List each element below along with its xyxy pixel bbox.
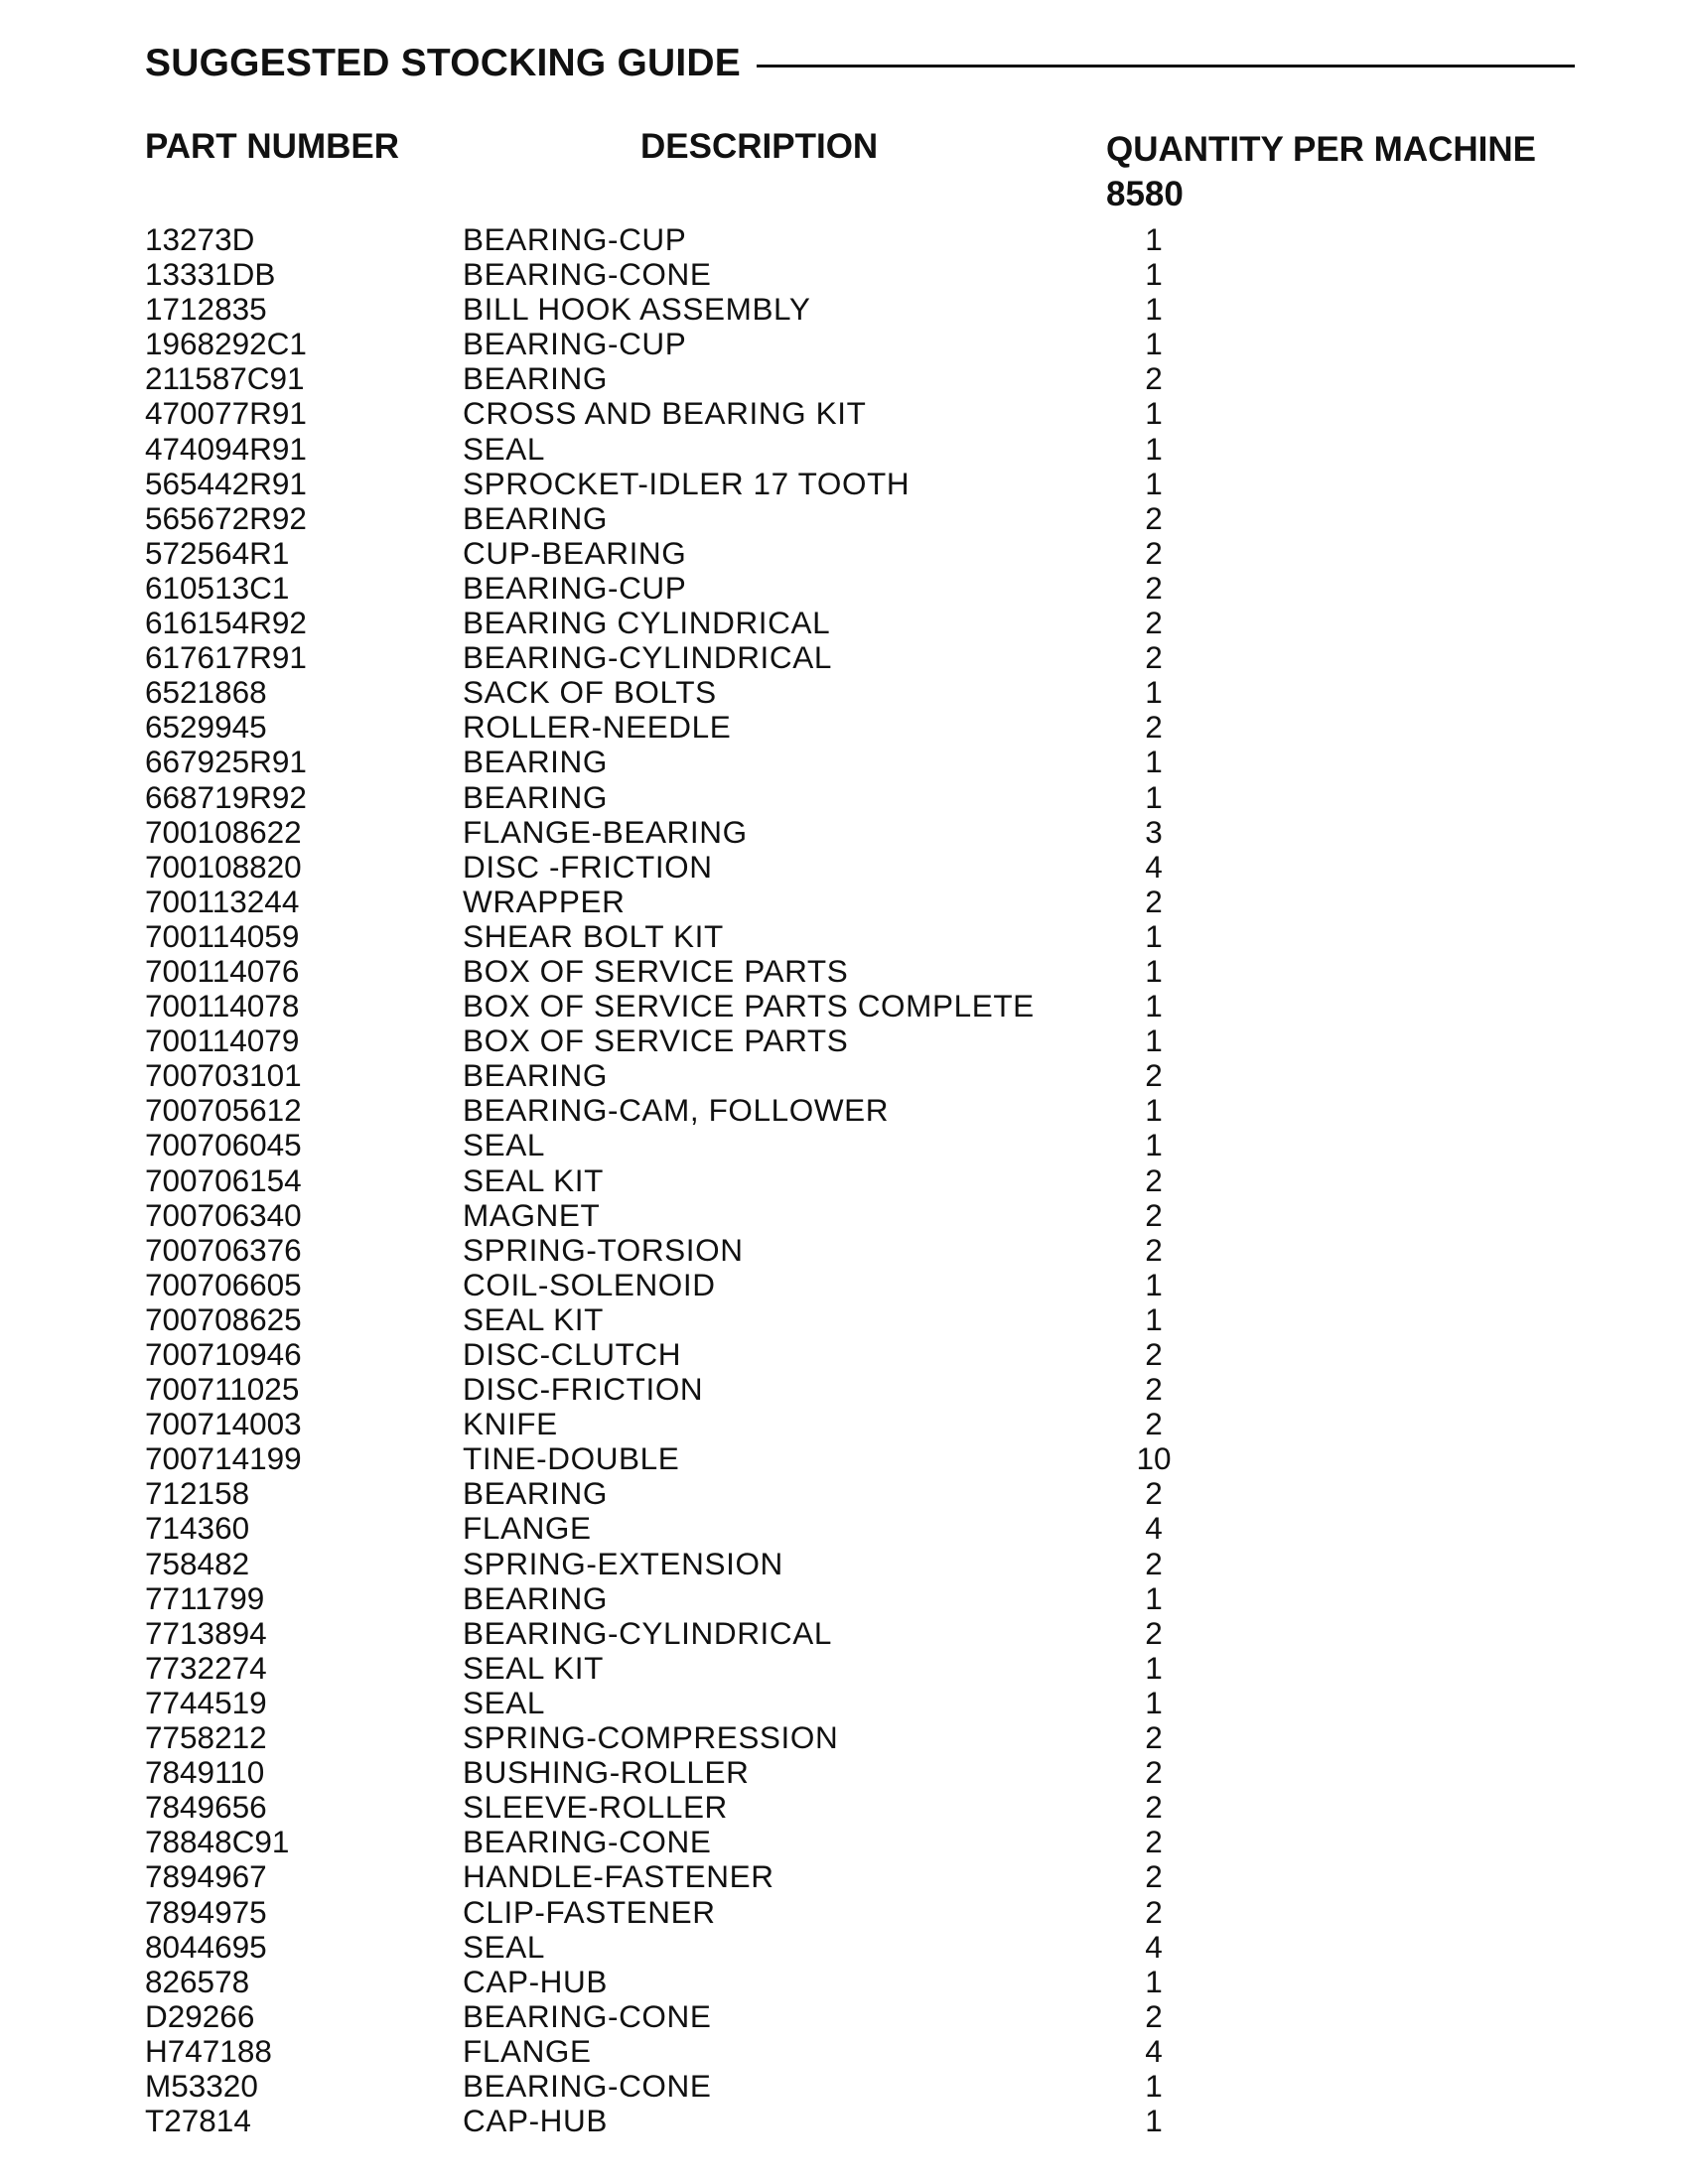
table-row	[0, 954, 1684, 989]
table-row	[0, 571, 1684, 606]
part-number-cell: 616154R92	[145, 605, 307, 641]
quantity-cell: 2	[1145, 1231, 1163, 1268]
part-number-cell: 13273D	[145, 221, 255, 257]
description-cell: CUP-BEARING	[463, 534, 687, 571]
description-cell: SEAL	[463, 1684, 545, 1720]
quantity-cell: 1	[1145, 2067, 1163, 2104]
part-number-cell: 470077R91	[145, 395, 307, 432]
table-row	[0, 1965, 1684, 1999]
part-number-cell: 668719R92	[145, 778, 307, 815]
part-number-cell: 700705612	[145, 1092, 302, 1129]
description-cell: CAP-HUB	[463, 2103, 608, 2139]
part-number-cell: 758482	[145, 1545, 250, 1581]
parts-table	[0, 222, 1684, 2138]
part-number-cell: 700714199	[145, 1440, 302, 1477]
quantity-cell: 1	[1145, 1023, 1163, 1059]
table-row	[0, 2104, 1684, 2138]
description-cell: BEARING-CONE	[463, 1997, 712, 2034]
description-cell: SEAL KIT	[463, 1161, 604, 1198]
column-header-model: 8580	[1106, 175, 1184, 213]
table-row	[0, 432, 1684, 467]
part-number-cell: 714360	[145, 1510, 250, 1547]
part-number-cell: H747188	[145, 2032, 272, 2069]
table-row	[0, 1895, 1684, 1930]
part-number-cell: 700706340	[145, 1196, 302, 1233]
description-cell: SEAL	[463, 1928, 545, 1965]
column-header-quantity: QUANTITY PER MACHINE	[1106, 130, 1536, 169]
part-number-cell: 700714003	[145, 1406, 302, 1442]
part-number-cell: 565442R91	[145, 465, 307, 501]
description-cell: ROLLER-NEEDLE	[463, 709, 732, 746]
part-number-cell: 700711025	[145, 1371, 300, 1408]
part-number-cell: M53320	[145, 2067, 258, 2104]
quantity-cell: 1	[1145, 395, 1163, 432]
description-cell: DISC-FRICTION	[463, 1371, 704, 1408]
table-row	[0, 745, 1684, 779]
quantity-cell: 4	[1145, 1928, 1163, 1965]
quantity-cell: 1	[1145, 1579, 1163, 1616]
description-cell: SPROCKET-IDLER 17 TOOTH	[463, 465, 911, 501]
part-number-cell: 13331DB	[145, 256, 276, 293]
table-row	[0, 919, 1684, 954]
quantity-cell: 2	[1145, 1371, 1163, 1408]
quantity-cell: 2	[1145, 1997, 1163, 2034]
quantity-cell: 1	[1145, 326, 1163, 362]
table-row	[0, 1825, 1684, 1859]
table-row	[0, 1755, 1684, 1790]
part-number-cell: 572564R1	[145, 534, 290, 571]
table-row	[0, 1547, 1684, 1581]
description-cell: SEAL KIT	[463, 1300, 604, 1337]
table-row	[0, 1651, 1684, 1686]
part-number-cell: 700114078	[145, 988, 300, 1024]
description-cell: SLEEVE-ROLLER	[463, 1789, 728, 1826]
description-cell: BEARING	[463, 1057, 608, 1094]
part-number-cell: 826578	[145, 1963, 250, 1999]
part-number-cell: 78848C91	[145, 1824, 290, 1860]
description-cell: BEARING-CAM, FOLLOWER	[463, 1092, 890, 1129]
quantity-cell: 1	[1145, 1092, 1163, 1129]
description-cell: FLANGE	[463, 2032, 592, 2069]
quantity-cell: 2	[1145, 1824, 1163, 1860]
quantity-cell: 2	[1145, 1475, 1163, 1512]
part-number-cell: 211587C91	[145, 360, 305, 397]
quantity-cell: 2	[1145, 1406, 1163, 1442]
part-number-cell: 7849656	[145, 1789, 267, 1826]
table-row	[0, 1198, 1684, 1233]
description-cell: DISC-CLUTCH	[463, 1336, 682, 1372]
description-cell: SACK OF BOLTS	[463, 674, 717, 711]
table-row	[0, 815, 1684, 850]
table-row	[0, 1476, 1684, 1511]
quantity-cell: 2	[1145, 883, 1163, 919]
description-cell: BEARING-CUP	[463, 326, 687, 362]
part-number-cell: 700703101	[145, 1057, 302, 1094]
quantity-cell: 1	[1145, 988, 1163, 1024]
quantity-cell: 2	[1145, 1196, 1163, 1233]
table-row	[0, 1337, 1684, 1372]
description-cell: HANDLE-FASTENER	[463, 1858, 774, 1895]
table-row	[0, 327, 1684, 361]
table-row	[0, 1790, 1684, 1825]
part-number-cell: 6521868	[145, 674, 267, 711]
quantity-cell: 2	[1145, 1789, 1163, 1826]
table-row	[0, 536, 1684, 571]
quantity-cell: 4	[1145, 848, 1163, 885]
description-cell: BILL HOOK ASSEMBLY	[463, 291, 811, 328]
part-number-cell: 700706605	[145, 1266, 302, 1302]
quantity-cell: 2	[1145, 1614, 1163, 1651]
description-cell: MAGNET	[463, 1196, 601, 1233]
part-number-cell: D29266	[145, 1997, 255, 2034]
part-number-cell: 700706154	[145, 1161, 302, 1198]
part-number-cell: 712158	[145, 1475, 250, 1512]
description-cell: SPRING-COMPRESSION	[463, 1719, 839, 1756]
part-number-cell: 6529945	[145, 709, 267, 746]
part-number-cell: 565672R92	[145, 499, 307, 536]
quantity-cell: 2	[1145, 360, 1163, 397]
quantity-cell: 4	[1145, 2032, 1163, 2069]
column-header-description: DESCRIPTION	[640, 127, 879, 166]
table-row	[0, 1233, 1684, 1268]
quantity-cell: 10	[1136, 1440, 1172, 1477]
quantity-cell: 4	[1145, 1510, 1163, 1547]
description-cell: BEARING	[463, 778, 608, 815]
part-number-cell: 610513C1	[145, 569, 290, 606]
table-row	[0, 1407, 1684, 1441]
table-row	[0, 1024, 1684, 1058]
description-cell: BOX OF SERVICE PARTS COMPLETE	[463, 988, 1035, 1024]
table-row	[0, 1441, 1684, 1476]
part-number-cell: 700706376	[145, 1231, 302, 1268]
description-cell: KNIFE	[463, 1406, 558, 1442]
part-number-cell: 7849110	[145, 1754, 265, 1791]
quantity-cell: 1	[1145, 465, 1163, 501]
part-number-cell: 700113244	[145, 883, 300, 919]
description-cell: CAP-HUB	[463, 1963, 608, 1999]
description-cell: SPRING-EXTENSION	[463, 1545, 783, 1581]
description-cell: FLANGE	[463, 1510, 592, 1547]
quantity-cell: 1	[1145, 1127, 1163, 1163]
description-cell: TINE-DOUBLE	[463, 1440, 680, 1477]
description-cell: BEARING-CYLINDRICAL	[463, 639, 832, 676]
table-row	[0, 675, 1684, 710]
part-number-cell: 7744519	[145, 1684, 267, 1720]
table-row	[0, 1930, 1684, 1965]
quantity-cell: 2	[1145, 1161, 1163, 1198]
part-number-cell: 1712835	[145, 291, 267, 328]
table-row	[0, 1093, 1684, 1128]
quantity-cell: 1	[1145, 1684, 1163, 1720]
table-row	[0, 396, 1684, 431]
quantity-cell: 1	[1145, 674, 1163, 711]
description-cell: BEARING-CUP	[463, 569, 687, 606]
part-number-cell: 7894975	[145, 1893, 267, 1930]
table-row	[0, 1686, 1684, 1720]
quantity-cell: 2	[1145, 534, 1163, 571]
table-row	[0, 640, 1684, 675]
quantity-cell: 1	[1145, 917, 1163, 954]
description-cell: BEARING-CONE	[463, 1824, 712, 1860]
quantity-cell: 2	[1145, 605, 1163, 641]
table-row	[0, 1058, 1684, 1093]
description-cell: BEARING	[463, 360, 608, 397]
table-row	[0, 2069, 1684, 2104]
table-row	[0, 1511, 1684, 1546]
part-number-cell: 7711799	[145, 1579, 265, 1616]
table-row	[0, 1581, 1684, 1616]
description-cell: BEARING-CUP	[463, 221, 687, 257]
part-number-cell: 1968292C1	[145, 326, 307, 362]
part-number-cell: 700114076	[145, 952, 300, 989]
table-row	[0, 1268, 1684, 1302]
title-rule	[757, 65, 1575, 68]
part-number-cell: 8044695	[145, 1928, 267, 1965]
table-row	[0, 257, 1684, 292]
description-cell: SEAL	[463, 1127, 545, 1163]
part-number-cell: 7894967	[145, 1858, 267, 1895]
table-row	[0, 1128, 1684, 1162]
quantity-cell: 1	[1145, 430, 1163, 467]
description-cell: BEARING	[463, 744, 608, 780]
description-cell: SEAL	[463, 430, 545, 467]
table-row	[0, 1999, 1684, 2034]
quantity-cell: 1	[1145, 291, 1163, 328]
quantity-cell: 1	[1145, 952, 1163, 989]
table-row	[0, 1859, 1684, 1894]
quantity-cell: 1	[1145, 1963, 1163, 1999]
table-row	[0, 1616, 1684, 1651]
quantity-cell: 1	[1145, 1266, 1163, 1302]
quantity-cell: 2	[1145, 639, 1163, 676]
table-row	[0, 606, 1684, 640]
description-cell: BUSHING-ROLLER	[463, 1754, 750, 1791]
part-number-cell: 700108622	[145, 813, 302, 850]
part-number-cell: 700710946	[145, 1336, 302, 1372]
table-row	[0, 780, 1684, 815]
quantity-cell: 1	[1145, 1300, 1163, 1337]
table-row	[0, 989, 1684, 1024]
description-cell: BOX OF SERVICE PARTS	[463, 1023, 849, 1059]
table-row	[0, 2034, 1684, 2069]
part-number-cell: 700108820	[145, 848, 302, 885]
quantity-cell: 2	[1145, 709, 1163, 746]
quantity-cell: 3	[1145, 813, 1163, 850]
quantity-cell: 2	[1145, 1719, 1163, 1756]
part-number-cell: 474094R91	[145, 430, 307, 467]
description-cell: FLANGE-BEARING	[463, 813, 748, 850]
quantity-cell: 1	[1145, 2103, 1163, 2139]
part-number-cell: 667925R91	[145, 744, 307, 780]
description-cell: DISC -FRICTION	[463, 848, 713, 885]
table-row	[0, 292, 1684, 327]
description-cell: BEARING-CONE	[463, 2067, 712, 2104]
description-cell: COIL-SOLENOID	[463, 1266, 716, 1302]
table-row	[0, 501, 1684, 536]
column-header-part-number: PART NUMBER	[145, 127, 400, 166]
description-cell: WRAPPER	[463, 883, 626, 919]
description-cell: BEARING-CONE	[463, 256, 712, 293]
description-cell: BOX OF SERVICE PARTS	[463, 952, 849, 989]
description-cell: BEARING-CYLINDRICAL	[463, 1614, 832, 1651]
description-cell: BEARING	[463, 1579, 608, 1616]
quantity-cell: 2	[1145, 1858, 1163, 1895]
table-row	[0, 222, 1684, 257]
quantity-cell: 1	[1145, 1649, 1163, 1686]
table-row	[0, 467, 1684, 501]
quantity-cell: 2	[1145, 569, 1163, 606]
part-number-cell: 700708625	[145, 1300, 302, 1337]
quantity-cell: 2	[1145, 1893, 1163, 1930]
description-cell: BEARING	[463, 499, 608, 536]
table-row	[0, 1302, 1684, 1337]
table-row	[0, 1720, 1684, 1755]
description-cell: BEARING	[463, 1475, 608, 1512]
description-cell: BEARING CYLINDRICAL	[463, 605, 831, 641]
part-number-cell: 7713894	[145, 1614, 267, 1651]
description-cell: SHEAR BOLT KIT	[463, 917, 724, 954]
title-row	[145, 36, 1575, 91]
table-row	[0, 1372, 1684, 1407]
quantity-cell: 2	[1145, 1754, 1163, 1791]
quantity-cell: 2	[1145, 1545, 1163, 1581]
quantity-cell: 1	[1145, 256, 1163, 293]
part-number-cell: T27814	[145, 2103, 251, 2139]
quantity-cell: 1	[1145, 744, 1163, 780]
description-cell: CLIP-FASTENER	[463, 1893, 716, 1930]
quantity-cell: 2	[1145, 1336, 1163, 1372]
part-number-cell: 700114059	[145, 917, 300, 954]
description-cell: SEAL KIT	[463, 1649, 604, 1686]
quantity-cell: 2	[1145, 1057, 1163, 1094]
quantity-cell: 1	[1145, 221, 1163, 257]
description-cell: CROSS AND BEARING KIT	[463, 395, 867, 432]
quantity-cell: 2	[1145, 499, 1163, 536]
part-number-cell: 7758212	[145, 1719, 267, 1756]
table-row	[0, 710, 1684, 745]
table-row	[0, 1163, 1684, 1198]
part-number-cell: 617617R91	[145, 639, 307, 676]
part-number-cell: 700114079	[145, 1023, 300, 1059]
description-cell: SPRING-TORSION	[463, 1231, 744, 1268]
table-row	[0, 850, 1684, 885]
table-row	[0, 361, 1684, 396]
table-row	[0, 885, 1684, 919]
quantity-cell: 1	[1145, 778, 1163, 815]
part-number-cell: 700706045	[145, 1127, 302, 1163]
part-number-cell: 7732274	[145, 1649, 267, 1686]
page-title: SUGGESTED STOCKING GUIDE	[145, 42, 741, 84]
